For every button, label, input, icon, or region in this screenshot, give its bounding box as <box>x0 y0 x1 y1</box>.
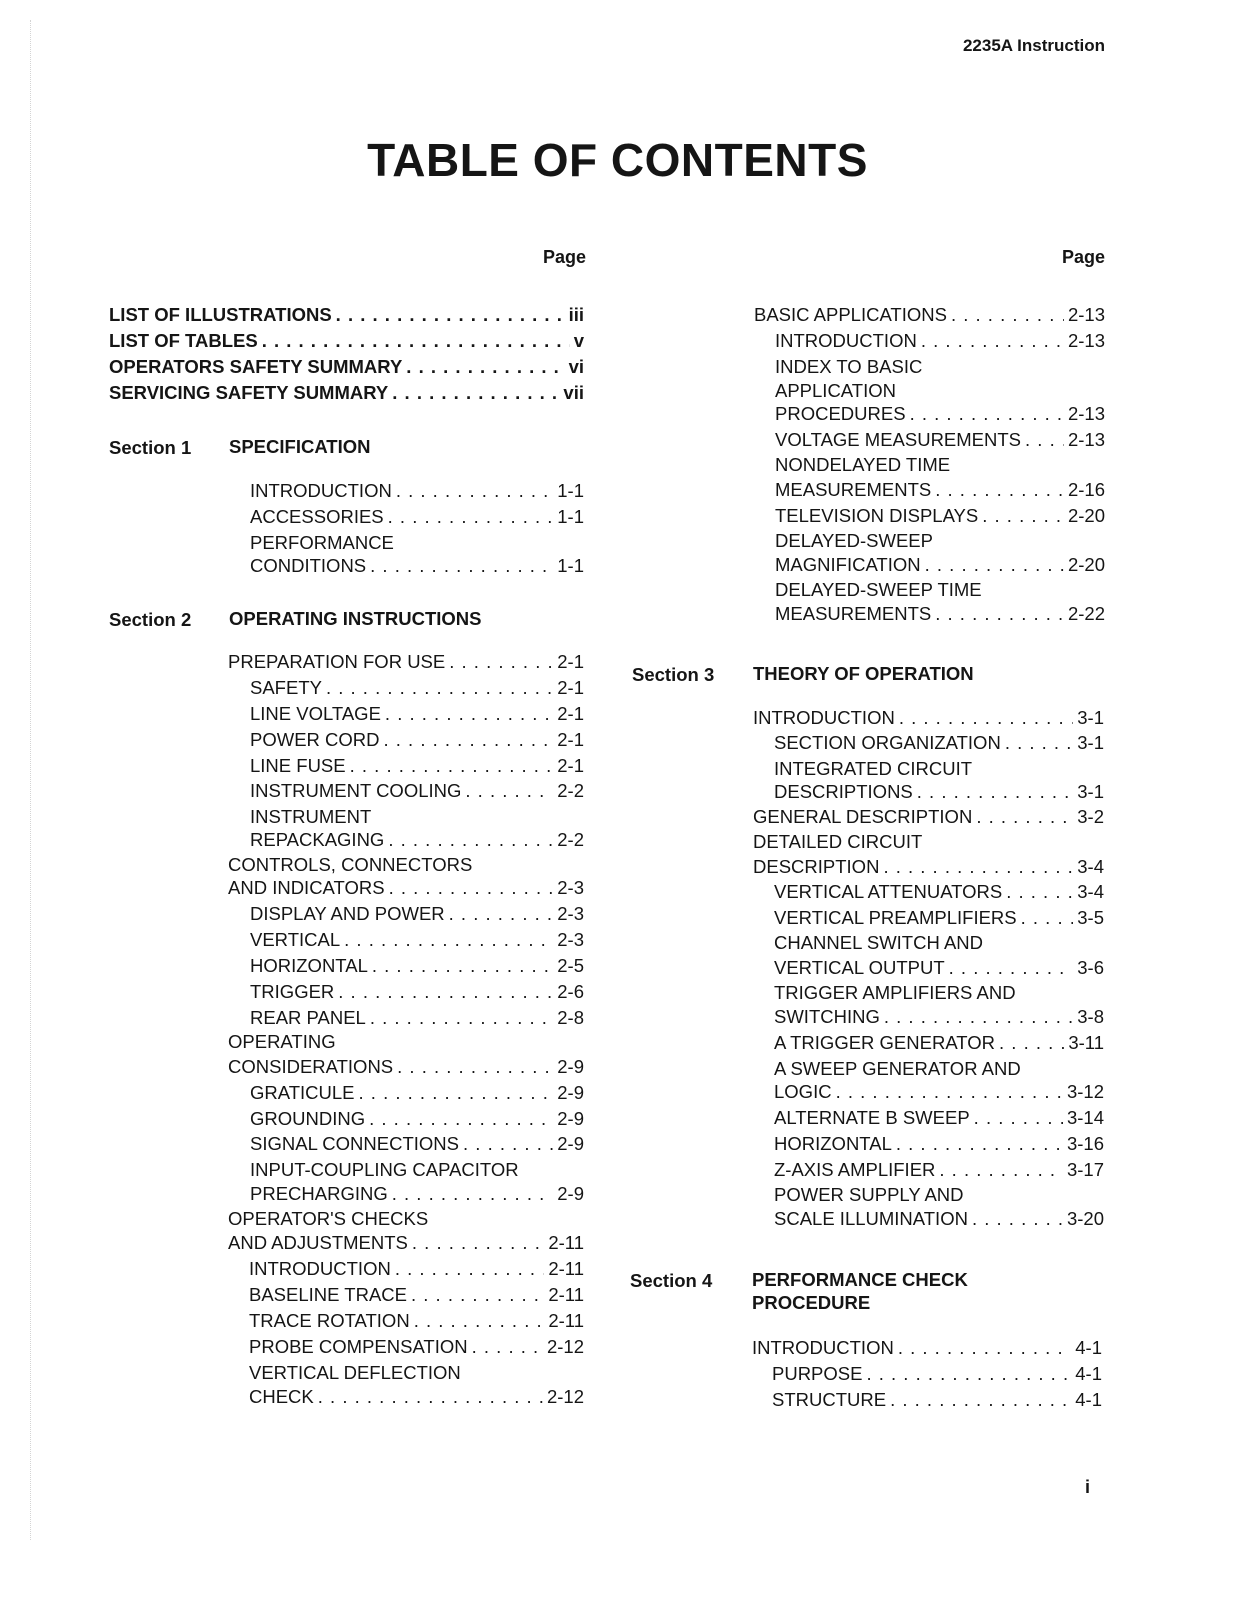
toc-entry-page: iii <box>568 304 584 325</box>
toc-entry[interactable] <box>249 1257 584 1281</box>
toc-entry-title: ALTERNATE B SWEEP <box>774 1107 970 1128</box>
dot-leader <box>406 355 564 379</box>
toc-entry-title: DETAILED CIRCUIT <box>753 831 923 852</box>
toc-entry[interactable] <box>250 980 584 1004</box>
toc-entry[interactable] <box>250 805 584 829</box>
toc-entry-page: vii <box>563 382 584 403</box>
dot-leader <box>463 1132 553 1156</box>
toc-entry-page: 4-1 <box>1075 1337 1102 1358</box>
dot-leader <box>890 1388 1071 1412</box>
toc-entry-title: LIST OF TABLES <box>109 330 258 351</box>
toc-entry-title: ACCESSORIES <box>250 506 384 527</box>
toc-entry-title: VERTICAL ATTENUATORS <box>774 881 1003 902</box>
toc-entry[interactable] <box>109 329 584 353</box>
toc-entry[interactable] <box>250 702 584 726</box>
section-title[interactable]: THEORY OF OPERATION <box>753 663 974 684</box>
toc-entry[interactable] <box>774 1031 1104 1055</box>
toc-entry-title: CONTROLS, CONNECTORS <box>228 854 473 875</box>
dot-leader <box>935 478 1064 502</box>
toc-entry-page: 2-9 <box>557 1108 584 1129</box>
toc-entry-page: 2-13 <box>1067 429 1105 450</box>
toc-entry-page: 4-1 <box>1075 1363 1102 1384</box>
dot-leader <box>883 855 1073 879</box>
toc-entry-title: OPERATING <box>228 1031 336 1052</box>
page-number: i <box>1085 1477 1091 1497</box>
dot-leader <box>449 650 553 674</box>
dot-leader <box>449 902 554 926</box>
toc-entry-title: SAFETY <box>250 677 322 698</box>
dot-leader <box>999 1031 1064 1055</box>
dot-leader <box>338 980 553 1004</box>
toc-entry-page: 3-4 <box>1077 881 1104 902</box>
toc-entry-page: 3-2 <box>1077 806 1104 827</box>
toc-entry-page: 2-20 <box>1067 505 1105 526</box>
toc-entry[interactable] <box>775 402 1105 426</box>
toc-entry[interactable] <box>775 428 1105 452</box>
toc-entry-title: CHECK <box>249 1386 314 1407</box>
dot-leader <box>350 754 554 778</box>
dot-leader <box>369 1107 553 1131</box>
toc-entry-title: BASELINE TRACE <box>249 1284 407 1305</box>
toc-entry-page: 2-2 <box>557 780 584 801</box>
toc-entry-title: PRECHARGING <box>250 1183 388 1204</box>
toc-entry[interactable] <box>774 956 1104 980</box>
toc-entry-title: PROCEDURES <box>775 403 906 424</box>
toc-entry-page: 2-3 <box>557 903 584 924</box>
toc-entry-page: 4-1 <box>1075 1389 1102 1410</box>
toc-entry[interactable] <box>250 505 584 529</box>
page-column-label-left: Page <box>542 247 586 267</box>
dot-leader <box>392 381 559 405</box>
toc-entry-title: HORIZONTAL <box>774 1133 892 1154</box>
section-title-continued[interactable]: PROCEDURE <box>752 1292 871 1313</box>
dot-leader <box>397 1055 553 1079</box>
toc-entry-page: 2-11 <box>548 1232 584 1253</box>
toc-entry-title: DISPLAY AND POWER <box>250 903 445 924</box>
toc-entry[interactable] <box>250 1107 584 1131</box>
dot-leader <box>411 1283 544 1307</box>
toc-entry-page: 3-8 <box>1077 1006 1104 1027</box>
toc-entry-title: CHANNEL SWITCH AND <box>774 932 984 953</box>
section-number: Section 3 <box>632 664 715 685</box>
toc-entry-page: 2-9 <box>557 1056 584 1077</box>
toc-entry-page: 3-16 <box>1066 1133 1104 1154</box>
dot-leader <box>384 728 554 752</box>
toc-entry[interactable] <box>775 379 1105 403</box>
toc-entry-title: INTRODUCTION <box>752 1337 894 1358</box>
section-title[interactable]: SPECIFICATION <box>229 436 371 457</box>
dot-leader <box>344 928 553 952</box>
toc-entry[interactable] <box>774 906 1104 930</box>
toc-entry[interactable] <box>250 728 584 752</box>
toc-entry[interactable] <box>775 355 1105 379</box>
toc-entry-title: OPERATORS SAFETY SUMMARY <box>109 356 403 377</box>
toc-entry[interactable] <box>250 1158 584 1182</box>
toc-entry-title: APPLICATION <box>775 380 896 401</box>
toc-entry[interactable] <box>228 853 584 877</box>
toc-entry-title: DESCRIPTIONS <box>774 781 913 802</box>
toc-entry-title: INTRODUCTION <box>250 480 392 501</box>
section-number: Section 4 <box>630 1270 713 1291</box>
dot-leader <box>1006 880 1073 904</box>
toc-entry[interactable] <box>774 1005 1104 1029</box>
toc-entry[interactable] <box>753 706 1104 730</box>
section-number: Section 2 <box>109 609 192 630</box>
dot-leader <box>385 702 553 726</box>
toc-entry-title: LIST OF ILLUSTRATIONS <box>109 304 332 325</box>
dot-leader <box>921 329 1064 353</box>
toc-entry-title: LOGIC <box>774 1081 832 1102</box>
toc-entry[interactable] <box>775 578 1105 602</box>
toc-entry[interactable] <box>775 602 1105 626</box>
dot-leader <box>1025 428 1064 452</box>
dot-leader <box>939 1158 1063 1182</box>
toc-entry[interactable] <box>774 1132 1104 1156</box>
toc-entry[interactable] <box>775 329 1105 353</box>
dot-leader <box>414 1309 545 1333</box>
dot-leader <box>370 554 553 578</box>
toc-entry[interactable] <box>249 1335 584 1359</box>
toc-entry-page: 3-11 <box>1068 1032 1104 1053</box>
toc-entry-title: SECTION ORGANIZATION <box>774 732 1001 753</box>
dot-leader <box>896 1132 1063 1156</box>
dot-leader <box>899 706 1073 730</box>
toc-entry-title: MEASUREMENTS <box>775 479 932 500</box>
dot-leader <box>389 876 554 900</box>
dot-leader <box>395 1257 545 1281</box>
toc-entry[interactable] <box>250 828 584 852</box>
toc-entry-title: OPERATOR'S CHECKS <box>228 1208 429 1229</box>
section-title[interactable]: OPERATING INSTRUCTIONS <box>229 608 482 629</box>
toc-entry[interactable] <box>228 650 584 674</box>
dot-leader <box>982 504 1064 528</box>
toc-entry-page: 2-11 <box>548 1310 584 1331</box>
dot-leader <box>326 676 553 700</box>
toc-entry[interactable] <box>249 1385 584 1409</box>
toc-entry-page: 2-11 <box>548 1258 584 1279</box>
dot-leader <box>318 1385 543 1409</box>
dot-leader <box>372 954 553 978</box>
toc-entry-title: A TRIGGER GENERATOR <box>774 1032 996 1053</box>
dot-leader <box>974 1106 1063 1130</box>
toc-entry[interactable] <box>774 731 1104 755</box>
page-column-label-right: Page <box>1061 247 1105 267</box>
toc-entry[interactable] <box>250 554 584 578</box>
toc-entry[interactable] <box>109 355 584 379</box>
toc-entry[interactable] <box>774 1106 1104 1130</box>
toc-entry[interactable] <box>228 1055 584 1079</box>
toc-entry-page: 2-9 <box>557 1183 584 1204</box>
toc-entry-page: 2-1 <box>557 703 584 724</box>
toc-entry-page: 2-12 <box>546 1336 584 1357</box>
toc-entry[interactable] <box>775 553 1105 577</box>
toc-entry-title: SWITCHING <box>774 1006 880 1027</box>
toc-entry-title: LINE FUSE <box>250 755 346 776</box>
toc-entry[interactable] <box>752 1336 1102 1360</box>
toc-entry-title: SCALE ILLUMINATION <box>774 1208 968 1229</box>
dot-leader <box>925 553 1064 577</box>
toc-entry[interactable] <box>250 676 584 700</box>
toc-entry-page: 2-8 <box>557 1007 584 1028</box>
toc-entry-title: MEASUREMENTS <box>775 603 932 624</box>
toc-entry-title: VERTICAL OUTPUT <box>774 957 945 978</box>
toc-entry-title: TELEVISION DISPLAYS <box>775 505 979 526</box>
toc-entry-title: VERTICAL PREAMPLIFIERS <box>774 907 1017 928</box>
toc-entry-title: DELAYED-SWEEP TIME <box>775 579 982 600</box>
toc-entry-page: v <box>573 330 584 351</box>
toc-entry[interactable] <box>250 779 584 803</box>
toc-entry[interactable] <box>109 303 584 327</box>
dot-leader <box>396 479 553 503</box>
toc-entry-page: 2-1 <box>557 729 584 750</box>
toc-entry-page: 2-1 <box>557 677 584 698</box>
toc-entry[interactable] <box>250 928 584 952</box>
toc-entry-page: 3-20 <box>1066 1208 1104 1229</box>
toc-entry[interactable] <box>774 757 1104 781</box>
toc-entry-title: TRIGGER <box>250 981 335 1002</box>
toc-entry[interactable] <box>775 478 1105 502</box>
toc-entry[interactable] <box>772 1388 1102 1412</box>
binding-edge-marks <box>30 20 51 1540</box>
toc-entry-title: SERVICING SAFETY SUMMARY <box>109 382 389 403</box>
toc-entry-page: 2-12 <box>546 1386 584 1407</box>
toc-entry-title: DELAYED-SWEEP <box>775 530 933 551</box>
dot-leader <box>359 1081 554 1105</box>
toc-entry[interactable] <box>772 1362 1102 1386</box>
toc-entry[interactable] <box>250 1132 584 1156</box>
toc-entry-page: 1-1 <box>557 555 584 576</box>
toc-entry-page: 3-1 <box>1077 732 1104 753</box>
dot-leader <box>262 329 570 353</box>
toc-entry[interactable] <box>753 855 1104 879</box>
toc-entry[interactable] <box>774 981 1104 1005</box>
toc-entry[interactable] <box>774 880 1104 904</box>
toc-entry-page: 2-20 <box>1067 554 1105 575</box>
toc-entry-title: AND ADJUSTMENTS <box>228 1232 408 1253</box>
dot-leader <box>388 828 553 852</box>
toc-entry-page: 2-6 <box>557 981 584 1002</box>
toc-entry[interactable] <box>774 780 1104 804</box>
toc-entry[interactable] <box>250 531 584 555</box>
toc-entry-title: SIGNAL CONNECTIONS <box>250 1133 460 1154</box>
toc-entry-title: VERTICAL DEFLECTION <box>249 1362 461 1383</box>
page-title: TABLE OF CONTENTS <box>367 134 868 186</box>
toc-entry-title: POWER CORD <box>250 729 380 750</box>
toc-entry[interactable] <box>228 1231 584 1255</box>
dot-leader <box>951 303 1064 327</box>
toc-entry-title: INDEX TO BASIC <box>775 356 923 377</box>
toc-entry-title: INSTRUMENT COOLING <box>250 780 462 801</box>
dot-leader <box>370 1006 553 1030</box>
toc-entry[interactable] <box>228 876 584 900</box>
toc-entry-title: HORIZONTAL <box>250 955 368 976</box>
toc-entry-page: 3-6 <box>1077 957 1104 978</box>
toc-entry-page: 2-5 <box>557 955 584 976</box>
toc-entry-page: 2-2 <box>557 829 584 850</box>
toc-entry[interactable] <box>250 754 584 778</box>
toc-entry-title: AND INDICATORS <box>228 877 385 898</box>
toc-entry-page: 1-1 <box>557 480 584 501</box>
toc-entry-title: STRUCTURE <box>772 1389 887 1410</box>
toc-entry-title: GENERAL DESCRIPTION <box>753 806 973 827</box>
section-number: Section 1 <box>109 437 192 458</box>
toc-entry[interactable] <box>228 1030 584 1054</box>
toc-entry-page: 2-22 <box>1067 603 1105 624</box>
toc-entry-page: 3-12 <box>1066 1081 1104 1102</box>
toc-entry-title: MAGNIFICATION <box>775 554 921 575</box>
dot-leader <box>472 1335 543 1359</box>
toc-entry[interactable] <box>774 1183 1104 1207</box>
toc-entry[interactable] <box>250 479 584 503</box>
dot-leader <box>949 956 1074 980</box>
toc-entry-title: PURPOSE <box>772 1363 863 1384</box>
toc-entry-title: REPACKAGING <box>250 829 385 850</box>
toc-entry-title: NONDELAYED TIME <box>775 454 951 475</box>
toc-entry[interactable] <box>249 1309 584 1333</box>
toc-entry-page: 2-13 <box>1067 304 1105 325</box>
toc-entry-page: 2-13 <box>1067 330 1105 351</box>
dot-leader <box>976 805 1073 829</box>
document-header: 2235A Instruction <box>962 36 1105 55</box>
toc-entry-title: Z-AXIS AMPLIFIER <box>774 1159 936 1180</box>
toc-entry[interactable] <box>774 1057 1104 1081</box>
toc-entry-title: TRIGGER AMPLIFIERS AND <box>774 982 1016 1003</box>
toc-entry[interactable] <box>753 805 1104 829</box>
toc-entry-title: GROUNDING <box>250 1108 366 1129</box>
toc-entry-page: vi <box>568 356 584 377</box>
toc-entry-title: VOLTAGE MEASUREMENTS <box>775 429 1022 450</box>
toc-entry-title: LINE VOLTAGE <box>250 703 381 724</box>
dot-leader <box>972 1207 1063 1231</box>
toc-entry[interactable] <box>109 381 584 405</box>
toc-entry[interactable] <box>775 504 1105 528</box>
toc-entry-page: 3-14 <box>1066 1107 1104 1128</box>
toc-entry-page: 2-3 <box>557 877 584 898</box>
toc-entry-title: INSTRUMENT <box>250 806 372 827</box>
toc-entry[interactable] <box>249 1361 584 1385</box>
toc-entry-page: 2-16 <box>1067 479 1105 500</box>
dot-leader <box>412 1231 544 1255</box>
section-title[interactable]: PERFORMANCE CHECK <box>752 1269 968 1290</box>
toc-entry-title: INTRODUCTION <box>249 1258 391 1279</box>
toc-entry[interactable] <box>775 529 1105 553</box>
toc-entry-page: 2-3 <box>557 929 584 950</box>
toc-entry[interactable] <box>250 1182 584 1206</box>
dot-leader <box>1005 731 1073 755</box>
toc-entry-title: TRACE ROTATION <box>249 1310 410 1331</box>
toc-entry-page: 2-1 <box>557 651 584 672</box>
dot-leader <box>1021 906 1074 930</box>
toc-entry-title: INTRODUCTION <box>753 707 895 728</box>
toc-entry-page: 3-1 <box>1077 781 1104 802</box>
toc-entry-title: PREPARATION FOR USE <box>228 651 446 672</box>
toc-entry-title: PROBE COMPENSATION <box>249 1336 468 1357</box>
toc-entry[interactable] <box>774 1207 1104 1231</box>
toc-entry-title: POWER SUPPLY AND <box>774 1184 964 1205</box>
toc-entry[interactable] <box>754 303 1105 327</box>
dot-leader <box>836 1080 1063 1104</box>
toc-entry-title: REAR PANEL <box>250 1007 366 1028</box>
toc-entry[interactable] <box>249 1283 584 1307</box>
toc-entry-page: 2-11 <box>548 1284 584 1305</box>
toc-entry-title: A SWEEP GENERATOR AND <box>774 1058 1021 1079</box>
dot-leader <box>388 505 554 529</box>
dot-leader <box>392 1182 554 1206</box>
dot-leader <box>866 1362 1071 1386</box>
toc-entry-title: PERFORMANCE <box>250 532 394 553</box>
toc-entry-page: 2-13 <box>1067 403 1105 424</box>
toc-entry-page: 1-1 <box>557 506 584 527</box>
toc-entry-title: INPUT-COUPLING CAPACITOR <box>250 1159 519 1180</box>
dot-leader <box>935 602 1064 626</box>
toc-entry-page: 3-1 <box>1077 707 1104 728</box>
toc-entry[interactable] <box>250 902 584 926</box>
toc-entry-title: VERTICAL <box>250 929 341 950</box>
toc-entry-page: 2-9 <box>557 1133 584 1154</box>
toc-entry-page: 2-1 <box>557 755 584 776</box>
dot-leader <box>910 402 1064 426</box>
toc-entry[interactable] <box>250 1006 584 1030</box>
toc-entry-title: DESCRIPTION <box>753 856 880 877</box>
toc-entry[interactable] <box>774 931 1104 955</box>
toc-entry-title: INTEGRATED CIRCUIT <box>774 758 973 779</box>
dot-leader <box>336 303 565 327</box>
toc-entry[interactable] <box>753 830 1104 854</box>
toc-entry-page: 2-9 <box>557 1082 584 1103</box>
toc-entry-title: CONDITIONS <box>250 555 367 576</box>
toc-entry-title: CONSIDERATIONS <box>228 1056 394 1077</box>
toc-entry-title: INTRODUCTION <box>775 330 917 351</box>
toc-entry-title: BASIC APPLICATIONS <box>754 304 947 325</box>
dot-leader <box>917 780 1073 804</box>
toc-entry-page: 3-5 <box>1077 907 1104 928</box>
dot-leader <box>898 1336 1071 1360</box>
toc-entry[interactable] <box>228 1207 584 1231</box>
toc-entry-page: 3-4 <box>1077 856 1104 877</box>
toc-entry[interactable] <box>775 453 1105 477</box>
toc-entry[interactable] <box>250 1081 584 1105</box>
toc-entry[interactable] <box>774 1080 1104 1104</box>
dot-leader <box>465 779 553 803</box>
toc-entry-title: GRATICULE <box>250 1082 355 1103</box>
toc-entry[interactable] <box>774 1158 1104 1182</box>
dot-leader <box>884 1005 1073 1029</box>
toc-entry[interactable] <box>250 954 584 978</box>
toc-entry-page: 3-17 <box>1066 1159 1104 1180</box>
